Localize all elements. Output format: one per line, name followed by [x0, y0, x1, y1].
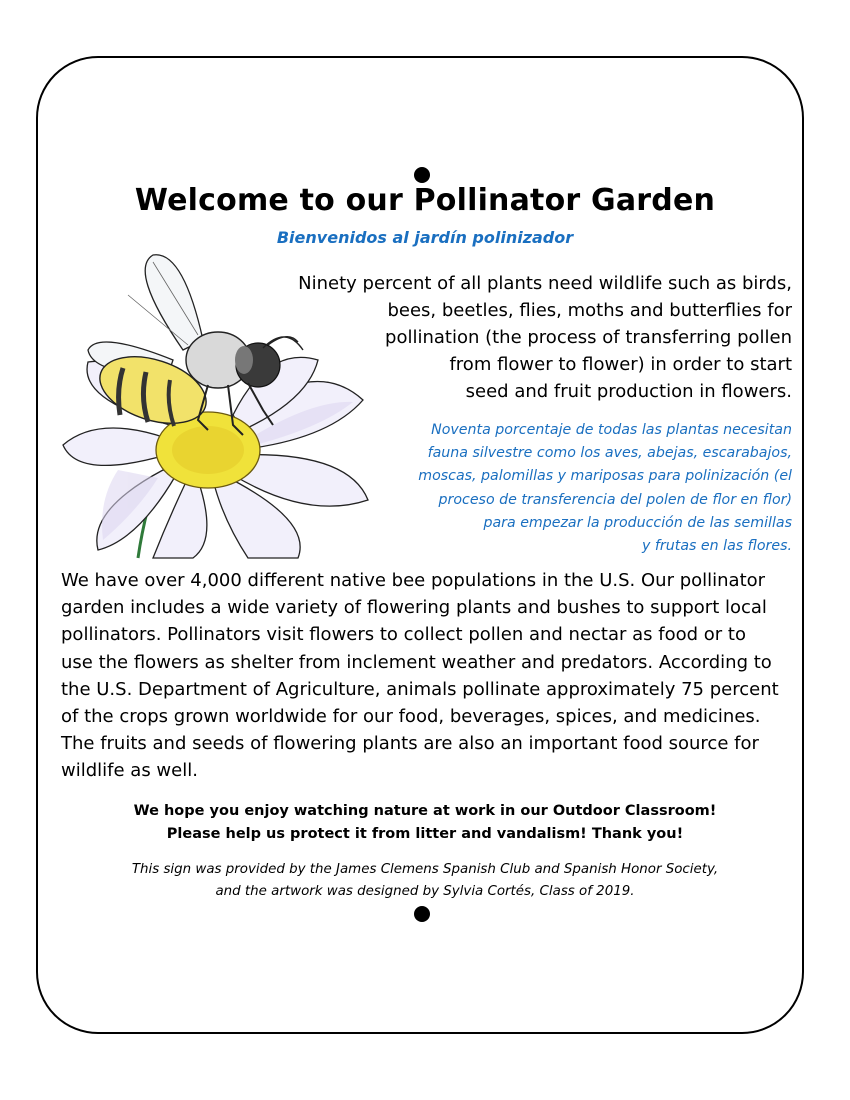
intro-spanish-line: Noventa porcentaje de todas las plantas necesitan [431, 422, 792, 438]
credit-line: This sign was provided by the James Clemens Spanish Club and Spanish Honor Society, [131, 862, 719, 877]
mounting-hole-bottom [414, 906, 430, 922]
body-line: wildlife as well. [61, 760, 198, 782]
intro-spanish-line: para empezar la producción de las semillas [483, 514, 792, 531]
intro-spanish-line: fauna silvestre como los aves, abejas, escarabajos, [427, 445, 792, 462]
intro-english-line: bees, beetles, flies, moths and butterflies for [387, 300, 792, 321]
body-line: garden includes a wide variety of flowering plants and bushes to support local [61, 597, 767, 619]
intro-english-line: from flower to flower) in order to start [449, 354, 792, 375]
intro-spanish-line: proceso de transferencia del polen de flor en flor) [438, 491, 792, 508]
intro-spanish-line: moscas, palomillas y mariposas para polinización (el [418, 468, 792, 485]
credit-note [0, 859, 850, 903]
closing-line: We hope you enjoy watching nature at work in our Outdoor Classroom! [133, 803, 717, 819]
intro-english [272, 270, 792, 405]
mounting-hole-top [414, 167, 430, 183]
intro-english-line: Ninety percent of all plants need wildlife such as birds, [298, 273, 792, 294]
body-line: of the crops grown worldwide for our food, beverages, spices, and medicines. [61, 706, 761, 728]
body-line: the U.S. Department of Agriculture, animals pollinate approximately 75 percent [61, 678, 779, 700]
page-subtitle: Bienvenidos al jardín polinizador [276, 228, 574, 247]
closing-message [0, 800, 850, 846]
intro-spanish-line: y frutas en las flores. [642, 538, 792, 555]
body-line: pollinators. Pollinators visit flowers to collect pollen and nectar as food or to [61, 624, 746, 646]
body-paragraph [61, 567, 796, 785]
credit-line: and the artwork was designed by Sylvia Cortés, Class of 2019. [215, 884, 635, 899]
closing-line: Please help us protect it from litter and vandalism! Thank you! [166, 826, 684, 842]
body-line: use the flowers as shelter from inclement weather and predators. According to [61, 651, 772, 673]
body-line: The fruits and seeds of flowering plants are also an important food source for [61, 733, 759, 755]
page-title: Welcome to our Pollinator Garden [134, 183, 716, 218]
body-line: We have over 4,000 different native bee populations in the U.S. Our pollinator [61, 570, 766, 591]
intro-spanish [332, 419, 792, 558]
intro-english-line: seed and fruit production in flowers. [465, 381, 792, 402]
intro-english-line: pollination (the process of transferring pollen [385, 327, 792, 348]
